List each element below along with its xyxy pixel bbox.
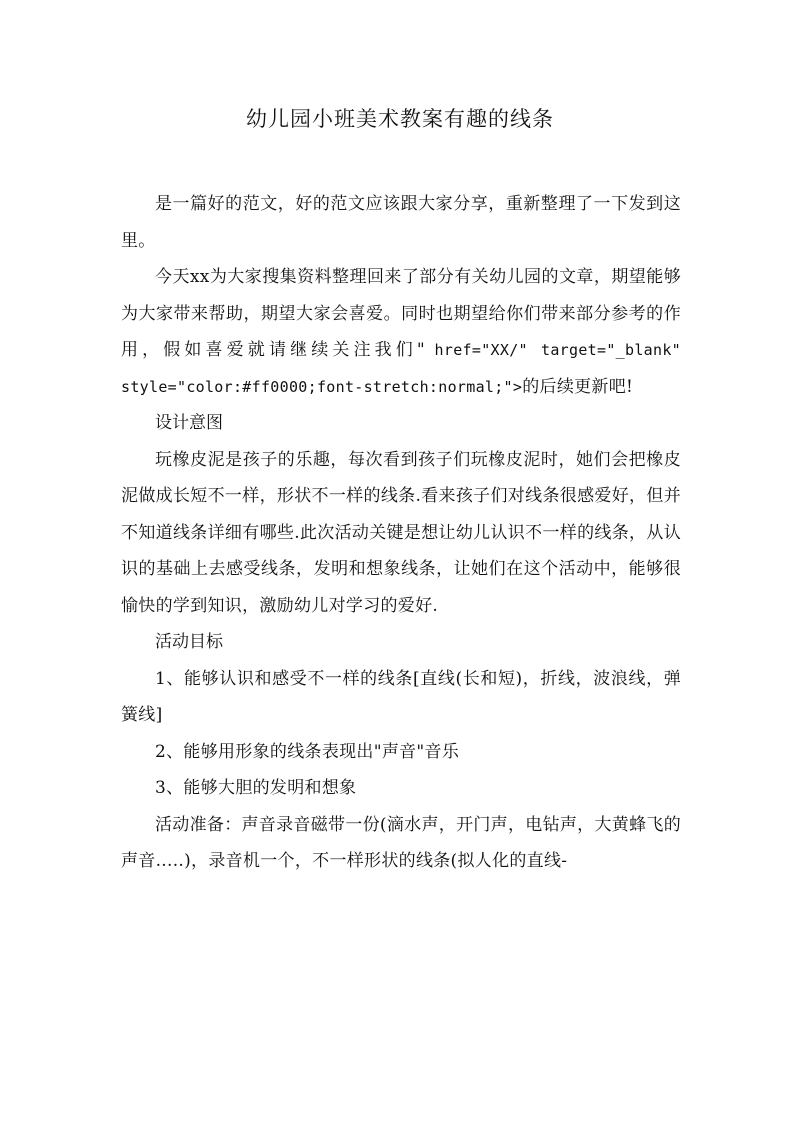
notice-paragraph	[121, 259, 681, 405]
preparation-paragraph: 活动准备：声音录音磁带一份(滴水声，开门声，电钻声，大黄蜂飞的声音.....)，录音机一个，不一样形状的线条(拟人化的直线-	[121, 814, 681, 871]
notice-closing: 的后续更新吧!	[522, 376, 634, 397]
notice-code-snippet: href="XX/" target="_blank" style="color:#ff0000;font-stretch:normal;">	[121, 341, 681, 396]
design-heading: 设计意图	[155, 413, 223, 433]
design-paragraph: 玩橡皮泥是孩子的乐趣，每次看到孩子们玩橡皮泥时，她们会把橡皮泥做成长短不一样，形状不一样的线条.看来孩子们对线条很感爱好，但并不知道线条详细有哪些.此次活动关键是想让幼儿认识不一样的线条，从认识的基础上去感受线条，发明和想象线条，让她们在这个活动中，能够很愉快的学到知识，激励幼儿对学习的爱好.	[121, 449, 681, 616]
notice-text: 今天xx为大家搜集资料整理回来了部分有关幼儿园的文章，期望能够为大家带来帮助，期望大家会喜爱。同时也期望给你们带来部分参考的作用，假如喜爱就请继续关注我们"	[121, 267, 681, 360]
goal-item-3: 3、能够大胆的发明和想象	[155, 778, 357, 798]
intro-paragraph: 是一篇好的范文，好的范文应该跟大家分享，重新整理了一下发到这里。	[121, 194, 681, 251]
document-title: 幼儿园小班美术教案有趣的线条	[246, 107, 554, 131]
goal-item-1: 1、能够认识和感受不一样的线条[直线(长和短)，折线，波浪线，弹簧线]	[121, 668, 681, 725]
goals-heading: 活动目标	[155, 632, 223, 652]
document-body	[121, 186, 681, 880]
goal-item-2: 2、能够用形象的线条表现出"声音"音乐	[155, 741, 460, 762]
